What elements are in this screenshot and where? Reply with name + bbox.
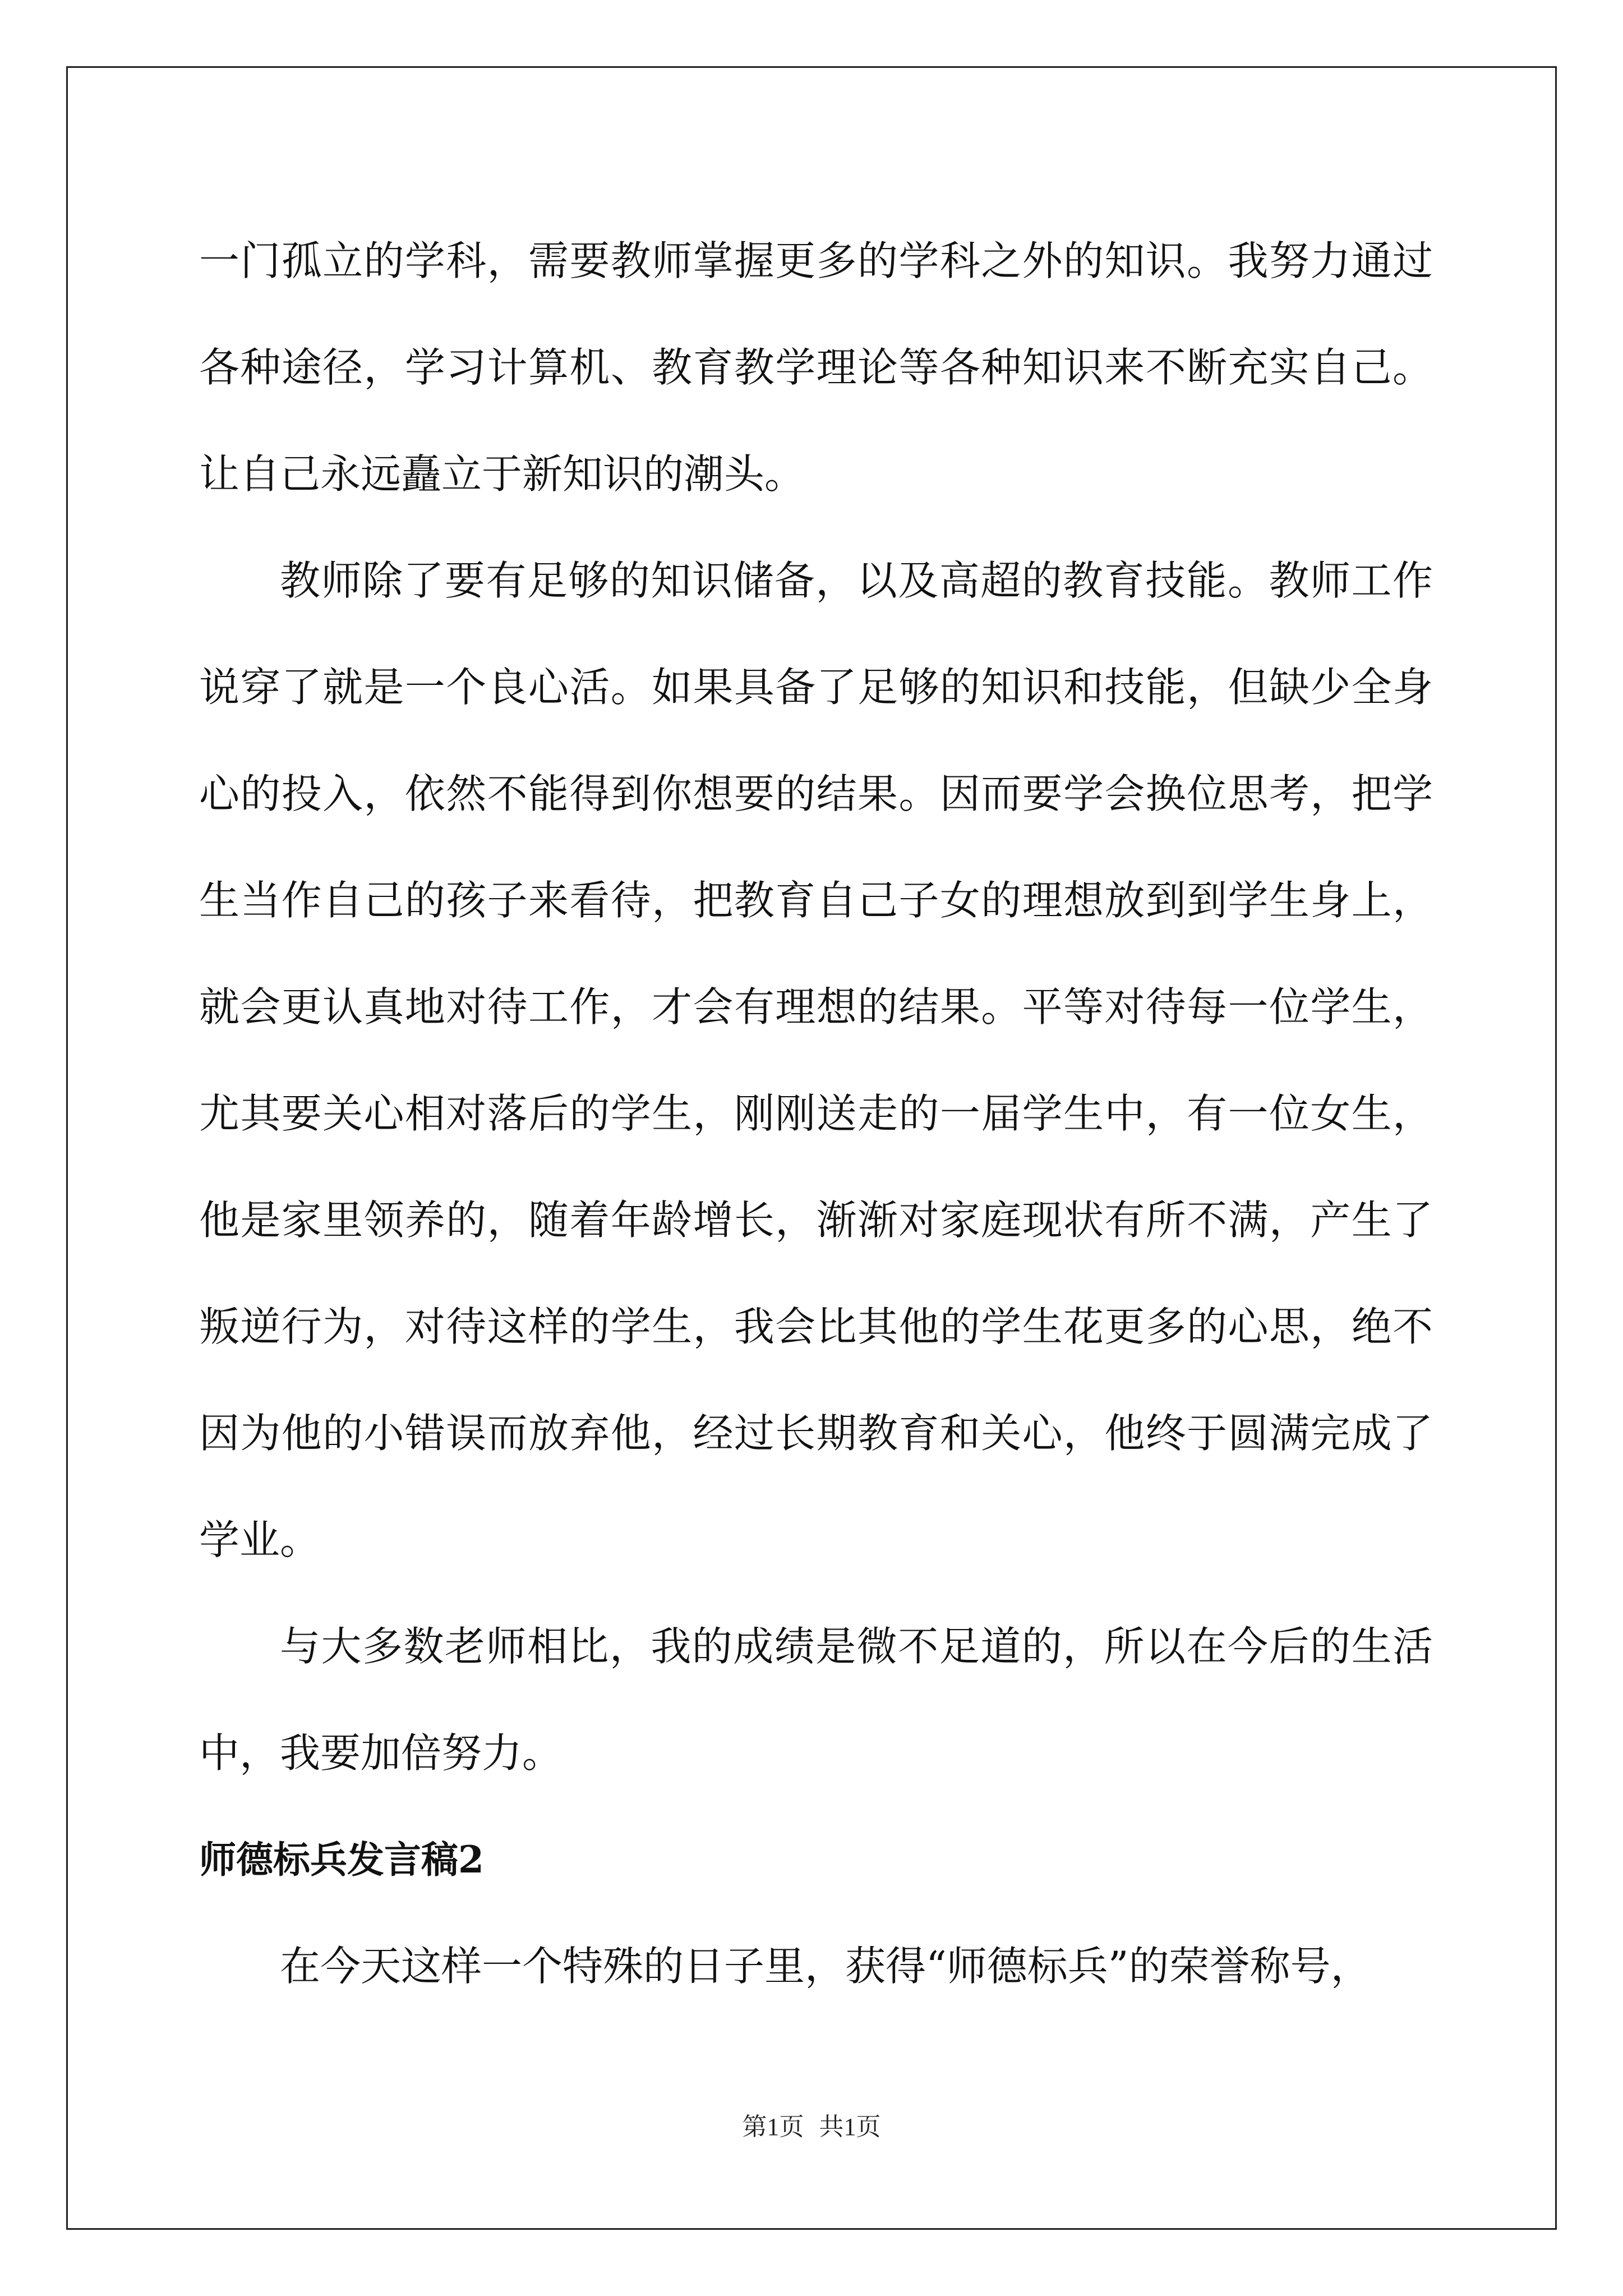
paragraph: 在今天这样一个特殊的日子里，获得“师德标兵”的荣誉称号， <box>280 1943 1371 1990</box>
page-footer <box>0 2106 1623 2142</box>
page-total: 共1页 <box>819 2113 881 2141</box>
page-number: 第1页 <box>742 2113 804 2141</box>
paragraph: 教师除了要有足够的知识储备，以及高超的教育技能。教师工作说穿了就是一个良心活。如果具备了足够的知识和技能，但缺少全身心的投入，依然不能得到你想要的结果。因而要学会换位思考，把学生当作自己的孩子来看待，把教育自己子女的理想放到到学生身上，就会更认真地对待工作，才会有理想的结果。平等对待每一位学生，尤其要关心相对落后的学生，刚刚送走的一届学生中，有一位女生，他是家里领养的，随着年龄增长，渐渐对家庭现状有所不满，产生了叛逆行为，对待这样的学生，我会比其他的学生花更多的心思，绝不因为他的小错误而放弃他，经过长期教育和关心，他终于圆满完成了学业。 <box>199 557 1433 1563</box>
document-body <box>199 208 1433 2019</box>
paragraph: 一门孤立的学科，需要教师掌握更多的学科之外的知识。我努力通过各种途径，学习计算机、教育教学理论等各种知识来不断充实自己。让自己永远矗立于新知识的潮头。 <box>199 237 1433 498</box>
paragraph: 与大多数老师相比，我的成绩是微不足道的，所以在今后的生活中，我要加倍努力。 <box>199 1623 1433 1777</box>
section-heading: 师德标兵发言稿2 <box>199 1838 484 1881</box>
